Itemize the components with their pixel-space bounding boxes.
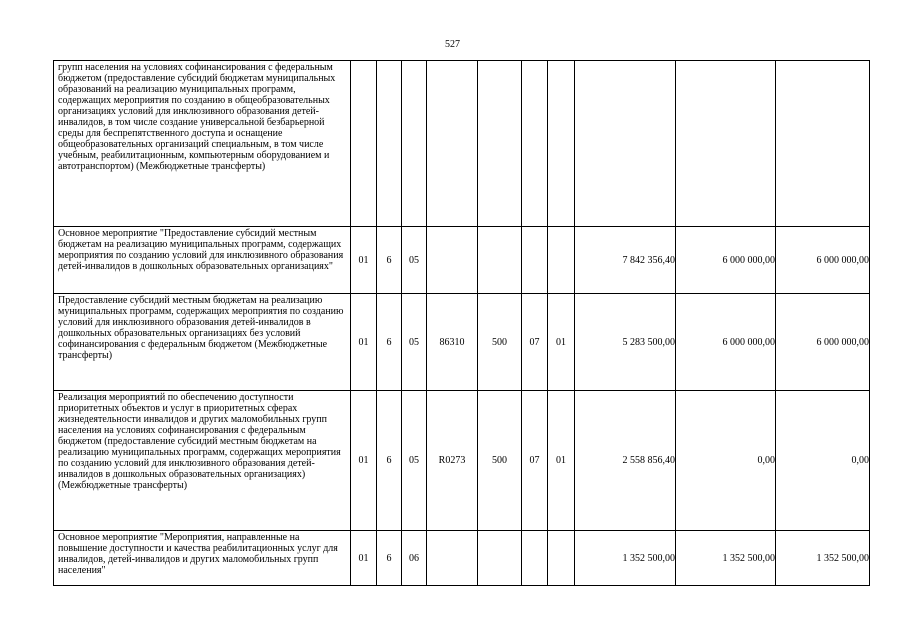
code-cell: 05 (402, 227, 427, 294)
amount-cell: 6 000 000,00 (676, 227, 776, 294)
amount-cell: 1 352 500,00 (776, 531, 870, 586)
row-name: Основное мероприятие "Мероприятия, направленные на повышение доступности и качества реабилитационных услуг для инвалидов, детей-инвалидов и других маломобильных групп населения" (54, 531, 351, 586)
code-cell: 01 (351, 294, 377, 391)
amount-cell: 6 000 000,00 (776, 294, 870, 391)
amount-cell: 1 352 500,00 (676, 531, 776, 586)
code-cell (351, 61, 377, 227)
code-cell (427, 61, 478, 227)
code-cell (478, 61, 522, 227)
code-cell (427, 531, 478, 586)
code-cell: 500 (478, 391, 522, 531)
code-cell (548, 227, 575, 294)
code-cell: 07 (522, 294, 548, 391)
code-cell: 01 (548, 391, 575, 531)
code-cell: 6 (377, 391, 402, 531)
amount-cell (676, 61, 776, 227)
row-name: Реализация мероприятий по обеспечению доступности приоритетных объектов и услуг в приоритетных сферах жизнедеятельности инвалидов и других маломобильных групп населения на условиях софинансирования с федеральным бюджетом (предоставление субсидий местным бюджетам на реализацию муниципальных программ, содержащих мероприятия по созданию условий для инклюзивного образования детей-инвалидов в дошкольных образовательных организациях) (Межбюджетные трансферты) (54, 391, 351, 531)
row-name: групп населения на условиях софинансирования с федеральным бюджетом (предоставление субсидий бюджетам муниципальных образований на реализацию муниципальных программ, содержащих мероприятия по созданию в общеобразовательных организациях условий для инклюзивного образования детей-инвалидов, в том числе создание универсальной безбарьерной среды для беспрепятственного доступа и оснащение общеобразовательных организаций специальным, в том числе учебным, реабилитационным, компьютерным оборудованием и автотранспортом) (Межбюджетные трансферты) (54, 61, 351, 227)
code-cell: R0273 (427, 391, 478, 531)
table-row (54, 391, 870, 531)
code-cell: 01 (351, 391, 377, 531)
code-cell (522, 531, 548, 586)
amount-cell: 7 842 356,40 (575, 227, 676, 294)
code-cell: 01 (351, 227, 377, 294)
amount-cell: 6 000 000,00 (776, 227, 870, 294)
code-cell: 6 (377, 227, 402, 294)
amount-cell: 6 000 000,00 (676, 294, 776, 391)
code-cell: 05 (402, 294, 427, 391)
table-row (54, 531, 870, 586)
code-cell (478, 227, 522, 294)
row-name: Предоставление субсидий местным бюджетам на реализацию муниципальных программ, содержащих мероприятия по созданию условий для инклюзивного образования детей-инвалидов в дошкольных образовательных организациях без условий софинансирования с федеральным бюджетом (Межбюджетные трансферты) (54, 294, 351, 391)
code-cell: 05 (402, 391, 427, 531)
page-number: 527 (445, 39, 460, 50)
code-cell (548, 531, 575, 586)
table-row (54, 294, 870, 391)
code-cell (377, 61, 402, 227)
code-cell (478, 531, 522, 586)
table-row (54, 61, 870, 227)
amount-cell: 0,00 (776, 391, 870, 531)
code-cell: 86310 (427, 294, 478, 391)
code-cell: 06 (402, 531, 427, 586)
code-cell: 500 (478, 294, 522, 391)
budget-table (53, 60, 870, 586)
amount-cell: 5 283 500,00 (575, 294, 676, 391)
amount-cell: 2 558 856,40 (575, 391, 676, 531)
amount-cell: 0,00 (676, 391, 776, 531)
code-cell: 6 (377, 294, 402, 391)
code-cell: 01 (548, 294, 575, 391)
amount-cell (575, 61, 676, 227)
amount-cell: 1 352 500,00 (575, 531, 676, 586)
code-cell: 6 (377, 531, 402, 586)
row-name: Основное мероприятие "Предоставление субсидий местным бюджетам на реализацию муниципальных программ, содержащих мероприятия по созданию условий для инклюзивного образования детей-инвалидов в дошкольных образовательных организациях" (54, 227, 351, 294)
code-cell (522, 61, 548, 227)
code-cell (548, 61, 575, 227)
amount-cell (776, 61, 870, 227)
code-cell (427, 227, 478, 294)
code-cell: 01 (351, 531, 377, 586)
code-cell: 07 (522, 391, 548, 531)
table-row (54, 227, 870, 294)
code-cell (402, 61, 427, 227)
code-cell (522, 227, 548, 294)
